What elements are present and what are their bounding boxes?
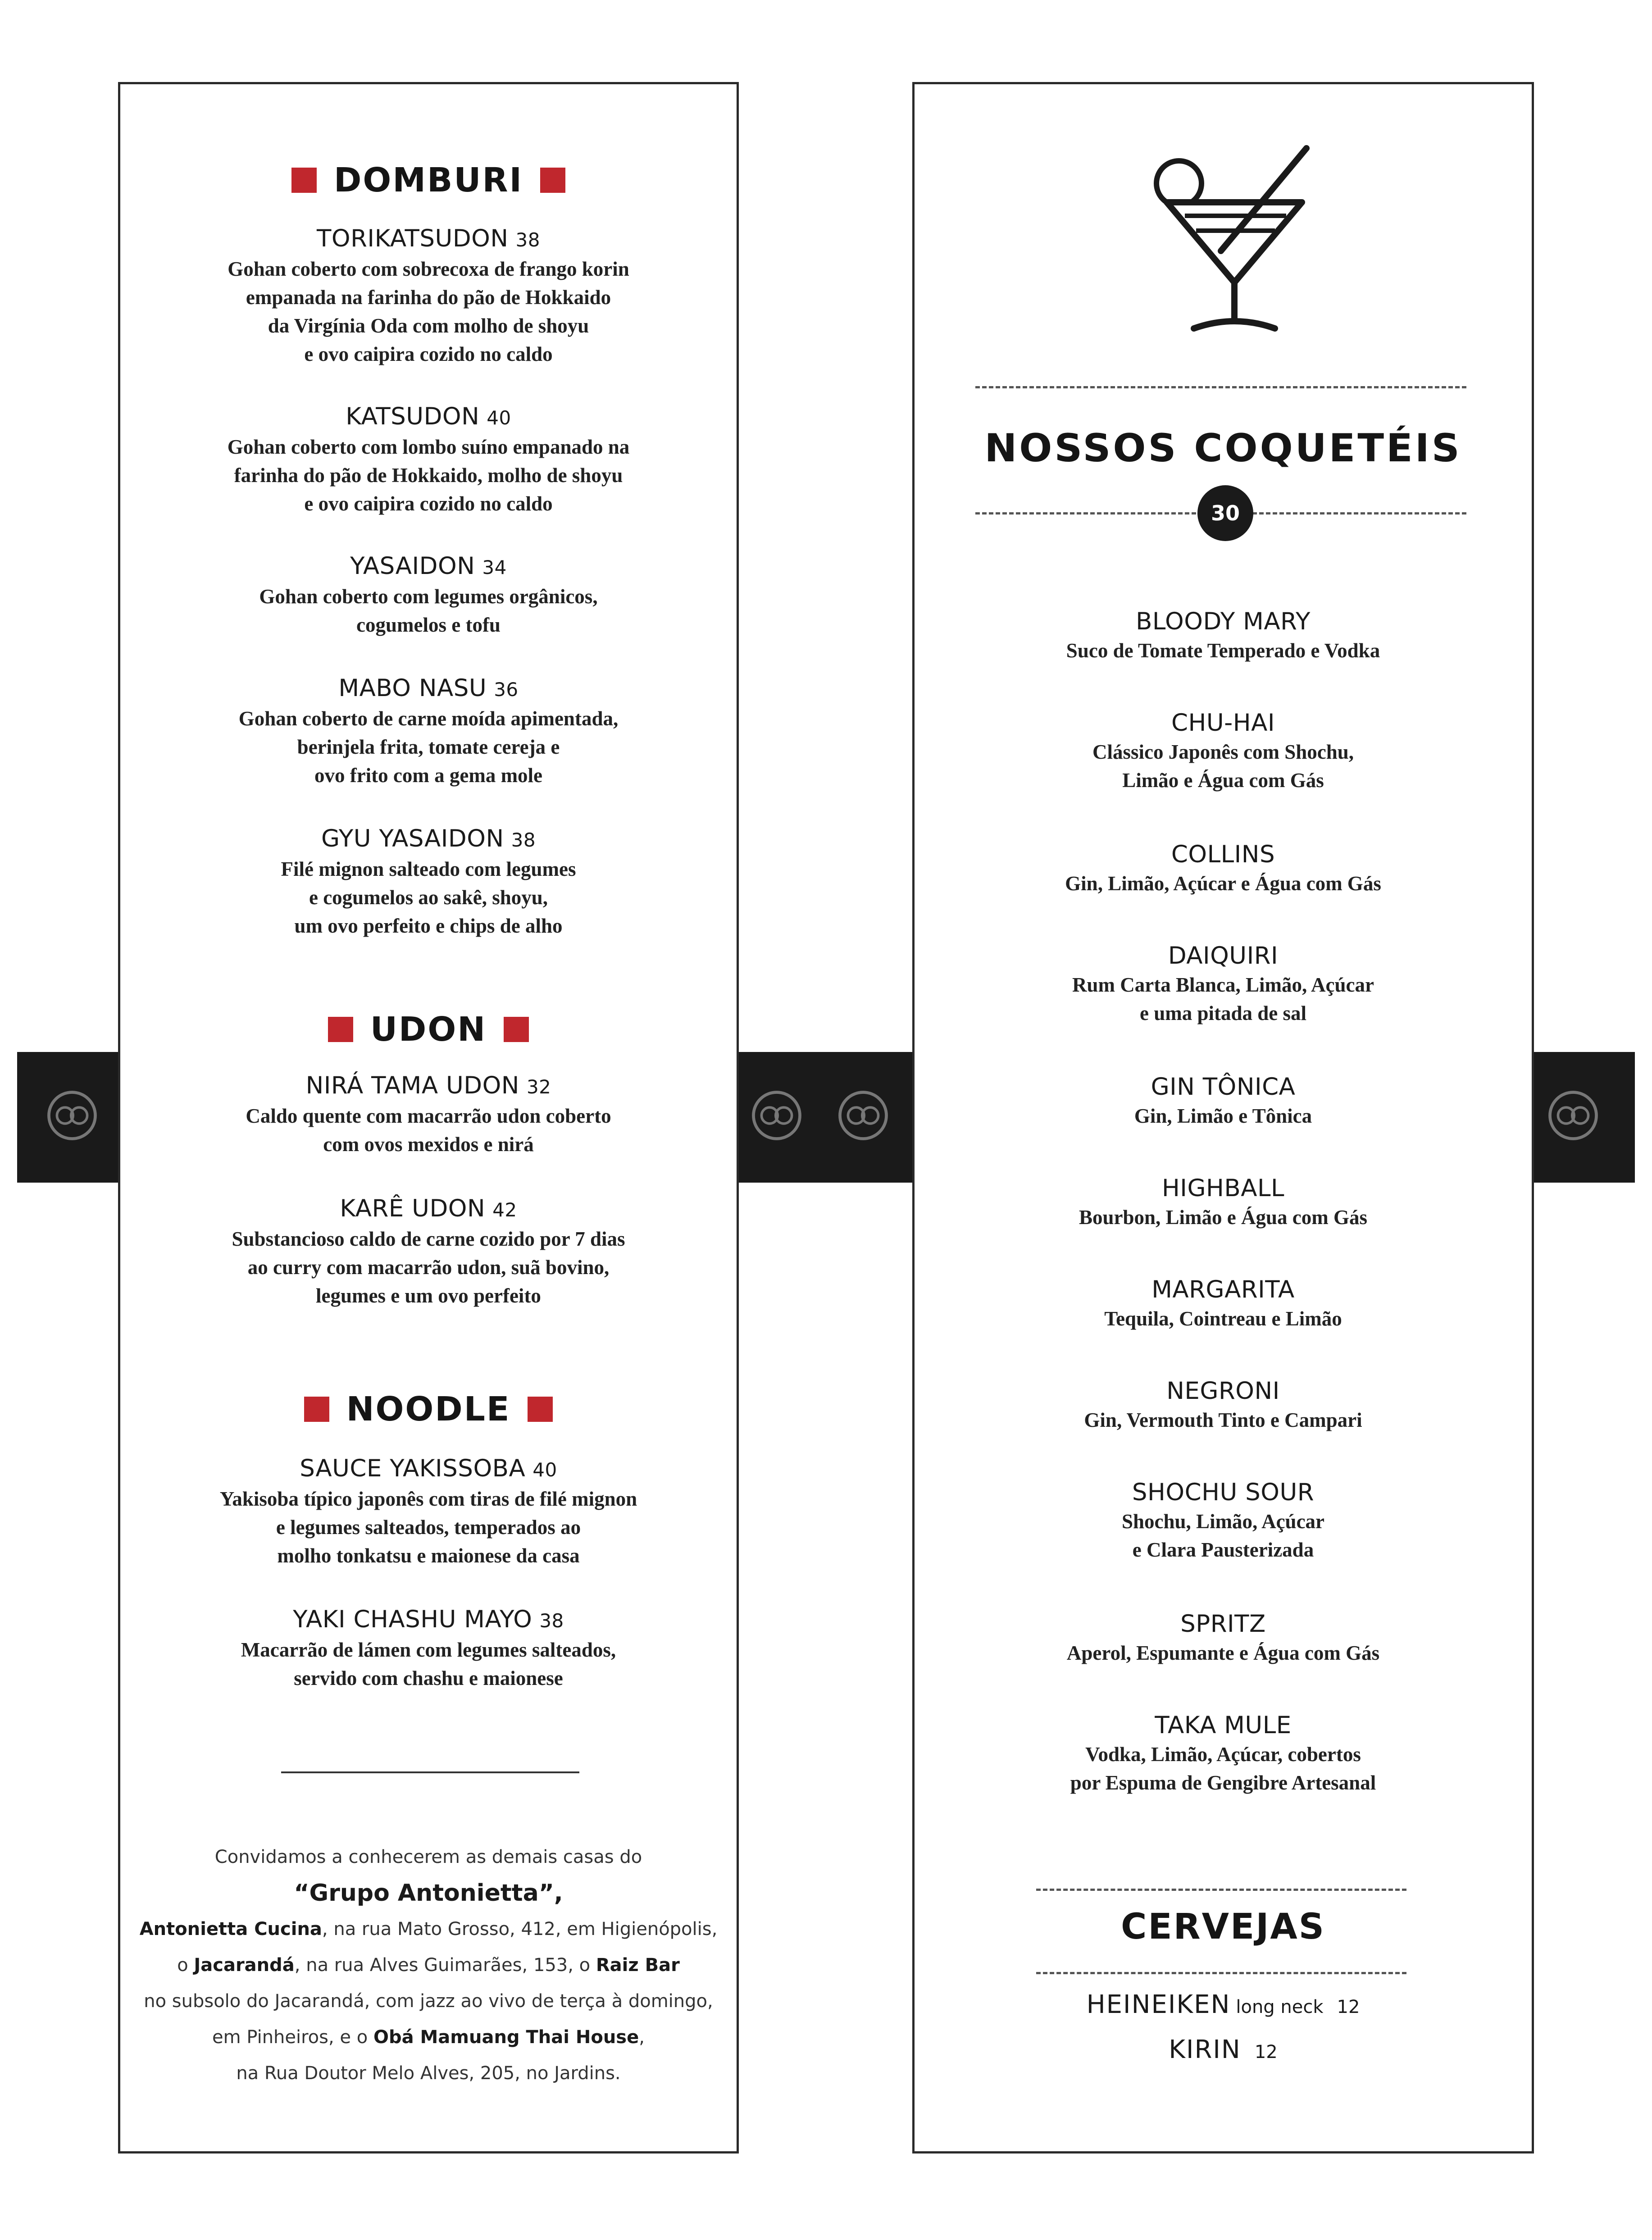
section-domburi bbox=[120, 161, 737, 200]
item-description: Yakisoba típico japonês com tiras de filé mignon e legumes salteados, temperados ao molho tonkatsu e maionese da casa bbox=[219, 1488, 637, 1567]
section-title: NOSSOS COQUETÉIS bbox=[984, 426, 1462, 471]
footer-text: o bbox=[177, 1955, 194, 1976]
item-price: 36 bbox=[494, 678, 519, 701]
menu-item bbox=[120, 824, 737, 940]
red-square-icon bbox=[540, 168, 565, 193]
footer-text: , na rua Alves Guimarães, 153, o bbox=[294, 1955, 596, 1976]
red-square-icon bbox=[504, 1017, 529, 1042]
menu-item bbox=[120, 402, 737, 518]
footer-text: em Pinheiros, e o bbox=[212, 2027, 373, 2048]
footer-line: no subsolo do Jacarandá, com jazz ao vivo de terça à domingo, bbox=[144, 1991, 713, 2012]
beer-name: HEINEIKEN bbox=[1086, 1990, 1231, 2019]
item-name: KARÊ UDON bbox=[340, 1195, 486, 1222]
item-name: DAIQUIRI bbox=[1168, 942, 1279, 970]
group-footer bbox=[120, 1839, 737, 2091]
item-description: Filé mignon salteado com legumes e cogumelos ao sakê, shoyu, um ovo perfeito e chips de alho bbox=[281, 858, 576, 937]
cocktail-item bbox=[915, 1609, 1532, 1667]
item-name: SHOCHU SOUR bbox=[1132, 1479, 1315, 1506]
venue-name: Raiz Bar bbox=[596, 1955, 680, 1976]
footer-line: na Rua Doutor Melo Alves, 205, no Jardins. bbox=[236, 2063, 621, 2084]
cocktail-item bbox=[915, 840, 1532, 898]
beer-name: KIRIN bbox=[1169, 2035, 1241, 2064]
beer-price: 12 bbox=[1337, 1997, 1360, 2017]
dashed-divider bbox=[975, 386, 1466, 388]
item-name: TORIKATSUDON bbox=[317, 225, 509, 252]
section-noodle bbox=[120, 1390, 737, 1429]
item-description: Suco de Tomate Temperado e Vodka bbox=[1066, 639, 1380, 662]
item-name: TAKA MULE bbox=[1155, 1712, 1292, 1739]
menu-item bbox=[120, 1194, 737, 1310]
item-description: Aperol, Espumante e Água com Gás bbox=[1066, 1642, 1380, 1664]
section-title: CERVEJAS bbox=[1121, 1907, 1325, 1947]
item-name: GYU YASAIDON bbox=[321, 825, 504, 852]
food-menu-panel bbox=[118, 82, 739, 2153]
item-price: 40 bbox=[532, 1459, 557, 1481]
cocktail-item bbox=[915, 1174, 1532, 1232]
item-name: YAKI CHASHU MAYO bbox=[293, 1606, 532, 1633]
item-name: COLLINS bbox=[1171, 841, 1275, 868]
item-description: Clássico Japonês com Shochu, Limão e Água com Gás bbox=[1092, 741, 1354, 792]
group-name: “Grupo Antonietta”, bbox=[294, 1880, 563, 1907]
red-square-icon bbox=[304, 1397, 329, 1422]
restaurant-logo-icon bbox=[1548, 1090, 1598, 1141]
item-name: HIGHBALL bbox=[1161, 1175, 1285, 1202]
cocktail-item bbox=[915, 708, 1532, 795]
venue-name: Jacarandá bbox=[194, 1955, 295, 1976]
cocktail-item bbox=[915, 1072, 1532, 1130]
item-description: Gin, Limão, Açúcar e Água com Gás bbox=[1065, 872, 1381, 895]
item-description: Macarrão de lámen com legumes salteados, servido com chashu e maionese bbox=[241, 1639, 616, 1689]
beers-header bbox=[915, 1907, 1532, 1947]
red-square-icon bbox=[328, 1017, 353, 1042]
dashed-divider bbox=[1036, 1889, 1406, 1891]
drinks-menu-panel bbox=[912, 82, 1534, 2153]
beer-price: 12 bbox=[1254, 2042, 1278, 2062]
item-description: Gohan coberto de carne moída apimentada, berinjela frita, tomate cereja e ovo frito com a gema mole bbox=[238, 707, 619, 787]
red-square-icon bbox=[291, 168, 317, 193]
item-description: Gohan coberto com sobrecoxa de frango korin empanada na farinha do pão de Hokkaido da Virgínia Oda com molho de shoyu e ovo caipira cozido no caldo bbox=[228, 258, 629, 365]
item-name: SPRITZ bbox=[1180, 1610, 1266, 1638]
item-description: Gohan coberto com legumes orgânicos, cogumelos e tofu bbox=[259, 585, 598, 636]
item-name: GIN TÔNICA bbox=[1151, 1073, 1296, 1101]
cocktail-item bbox=[915, 607, 1532, 665]
footer-line bbox=[120, 1911, 737, 1947]
cocktail-item bbox=[915, 1478, 1532, 1564]
item-description: Substancioso caldo de carne cozido por 7 dias ao curry com macarrão udon, suã bovino, legumes e um ovo perfeito bbox=[232, 1228, 625, 1307]
cocktail-item bbox=[915, 941, 1532, 1028]
restaurant-logo-icon bbox=[751, 1090, 802, 1141]
venue-name: Antonietta Cucina bbox=[139, 1919, 322, 1940]
cocktail-item bbox=[915, 1711, 1532, 1797]
item-price: 38 bbox=[539, 1610, 564, 1632]
cocktails-header bbox=[915, 426, 1532, 471]
beer-note: long neck bbox=[1236, 1997, 1324, 2017]
beer-item bbox=[915, 2035, 1532, 2064]
item-name: SAUCE YAKISSOBA bbox=[300, 1455, 526, 1482]
item-price: 42 bbox=[492, 1199, 517, 1221]
item-description: Shochu, Limão, Açúcar e Clara Pausterizada bbox=[1121, 1510, 1325, 1561]
item-description: Vodka, Limão, Açúcar, cobertos por Espuma de Gengibre Artesanal bbox=[1070, 1743, 1376, 1794]
section-title: UDON bbox=[370, 1010, 487, 1049]
section-title: DOMBURI bbox=[334, 161, 523, 200]
item-description: Rum Carta Blanca, Limão, Açúcar e uma pitada de sal bbox=[1072, 974, 1374, 1024]
section-title: NOODLE bbox=[346, 1390, 511, 1429]
item-description: Bourbon, Limão e Água com Gás bbox=[1079, 1206, 1368, 1229]
footer-line bbox=[120, 1947, 737, 1983]
item-name: MABO NASU bbox=[338, 674, 487, 702]
price-badge: 30 bbox=[1197, 485, 1253, 541]
item-description: Gohan coberto com lombo suíno empanado na farinha do pão de Hokkaido, molho de shoyu e ovo caipira cozido no caldo bbox=[227, 436, 630, 515]
item-price: 38 bbox=[511, 829, 536, 851]
item-description: Gin, Limão e Tônica bbox=[1134, 1105, 1312, 1127]
item-price: 40 bbox=[487, 407, 511, 429]
cocktail-item bbox=[915, 1275, 1532, 1333]
item-description: Caldo quente com macarrão udon coberto com ovos mexidos e nirá bbox=[246, 1105, 611, 1156]
red-square-icon bbox=[528, 1397, 553, 1422]
footer-text: , bbox=[639, 2027, 645, 2048]
restaurant-logo-icon bbox=[838, 1090, 888, 1141]
menu-item bbox=[120, 224, 737, 369]
footer-line: Convidamos a conhecerem as demais casas do bbox=[214, 1847, 642, 1867]
item-price: 32 bbox=[526, 1076, 551, 1098]
item-price: 38 bbox=[515, 229, 540, 251]
item-description: Tequila, Cointreau e Limão bbox=[1104, 1307, 1342, 1330]
footer-line bbox=[120, 2019, 737, 2055]
menu-item bbox=[120, 1605, 737, 1693]
footer-divider bbox=[281, 1771, 579, 1773]
item-name: YASAIDON bbox=[350, 552, 475, 580]
dashed-divider bbox=[1036, 1972, 1406, 1974]
cocktail-item bbox=[915, 1376, 1532, 1434]
item-name: MARGARITA bbox=[1151, 1276, 1295, 1303]
item-name: KATSUDON bbox=[346, 403, 480, 430]
item-name: NIRÁ TAMA UDON bbox=[305, 1072, 519, 1099]
menu-item bbox=[120, 1071, 737, 1159]
item-name: CHU-HAI bbox=[1171, 709, 1275, 737]
section-udon bbox=[120, 1010, 737, 1049]
item-description: Gin, Vermouth Tinto e Campari bbox=[1084, 1409, 1362, 1431]
item-name: BLOODY MARY bbox=[1136, 608, 1311, 635]
beer-item bbox=[915, 1990, 1532, 2019]
menu-item bbox=[120, 551, 737, 639]
restaurant-logo-icon bbox=[47, 1090, 97, 1141]
martini-glass-icon bbox=[1131, 143, 1320, 341]
venue-name: Obá Mamuang Thai House bbox=[373, 2027, 639, 2048]
menu-item bbox=[120, 674, 737, 790]
menu-item bbox=[120, 1454, 737, 1570]
item-name: NEGRONI bbox=[1166, 1377, 1280, 1405]
footer-text: , na rua Mato Grosso, 412, em Higienópolis, bbox=[322, 1919, 718, 1940]
item-price: 34 bbox=[482, 556, 507, 578]
